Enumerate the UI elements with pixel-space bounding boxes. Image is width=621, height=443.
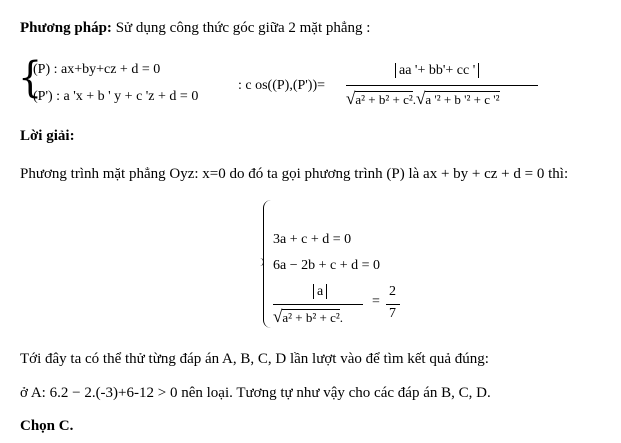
rhs-numerator: 2 (389, 284, 396, 299)
sys3-den: a² + b² + c² (282, 310, 340, 325)
sys3-num-abs: a (313, 284, 327, 299)
sys3-equals: = (372, 294, 380, 309)
den-part2: a '² + b '² + c '² (425, 92, 500, 107)
method-label: Phương pháp: (20, 20, 112, 36)
solution-line3: ở A: 6.2 − 2.(-3)+6-12 > 0 nên loại. Tương tự như vậy cho các đáp án B, C, D. (20, 385, 491, 401)
cos-numerator-abs: aa '+ bb'+ cc ' (395, 63, 479, 78)
system-eq2: 6a − 2b + c + d = 0 (273, 258, 381, 273)
cos-fraction-bar (346, 85, 538, 86)
sys3-dot: . (339, 310, 343, 325)
left-brace: { (18, 52, 43, 102)
plane-p-prime-equation: (P') : a 'x + b ' y + c 'z + d = 0 (33, 89, 199, 104)
sqrt-icon-2: √ (416, 89, 426, 108)
method-text: Sử dụng công thức góc giữa 2 mặt phẳng : (115, 20, 371, 36)
den-part1: a² + b² + c² (355, 92, 413, 107)
solution-label: Lời giải: (20, 128, 75, 144)
cos-denominator (346, 89, 500, 109)
plane-p-equation: (P) : ax+by+cz + d = 0 (33, 62, 161, 77)
cos-numerator (395, 63, 479, 79)
system-brace (263, 200, 272, 328)
sqrt-icon-3: √ (273, 307, 283, 326)
method-line (20, 20, 370, 37)
rhs-fraction-bar (386, 304, 400, 305)
solution-line2: Tới đây ta có thể thử từng đáp án A, B, C, D lần lượt vào để tìm kết quả đúng: (20, 351, 489, 367)
answer: Chọn C. (20, 418, 74, 434)
system-eq1: 3a + c + d = 0 (273, 232, 352, 247)
cos-lhs: : c os((P),(P'))= (238, 78, 326, 93)
den-dot: . (412, 92, 416, 107)
rhs-denominator: 7 (389, 306, 396, 321)
sys3-denominator (273, 307, 343, 327)
sqrt-icon: √ (346, 89, 356, 108)
sys3-numerator (313, 284, 327, 300)
solution-line1: Phương trình mặt phẳng Oyz: x=0 do đó ta gọi phương trình (P) là ax + by + cz + d = 0 thì: (20, 166, 569, 182)
sys3-fraction-bar (273, 304, 363, 305)
